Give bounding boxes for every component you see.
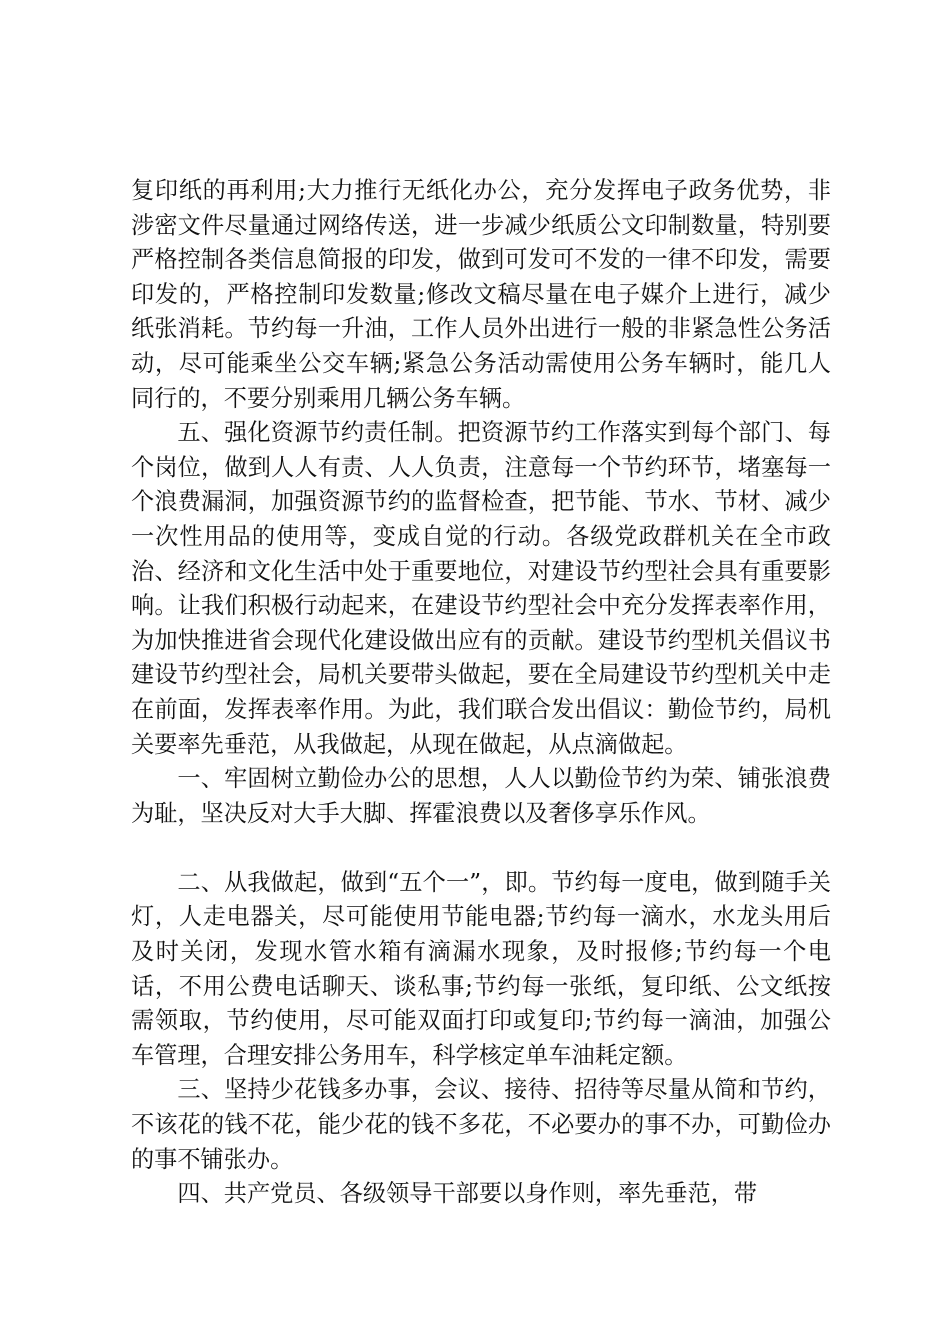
paragraph-6: 四、共产党员、各级领导干部要以身作则，率先垂范，带 xyxy=(177,1180,758,1208)
paragraph-3: 一、牢固树立勤俭办公的思想，人人以勤俭节约为荣、铺张浪费为耻，坚决反对大手大脚、挥霍浪费以及奢侈享乐作风。 xyxy=(131,765,831,827)
paragraph-5: 三、坚持少花钱多办事，会议、接待、招待等尽量从简和节约，不该花的钱不花，能少花的钱不多花，不必要办的事不办，可勤俭办的事不铺张办。 xyxy=(131,1076,831,1173)
document-page xyxy=(131,174,831,1212)
paragraph-2: 五、强化资源节约责任制。把资源节约工作落实到每个部门、每个岗位，做到人人有责、人人负责，注意每一个节约环节，堵塞每一个浪费漏洞，加强资源节约的监督检查，把节能、节水、节材、减少一次性用品的使用等，变成自觉的行动。各级党政群机关在全市政治、经济和文化生活中处于重要地位，对建设节约型社会具有重要影响。让我们积极行动起来，在建设节约型社会中充分发挥表率作用，为加快推进省会现代化建设做出应有的贡献。建设节约型机关倡议书建设节约型社会，局机关要带头做起，要在全局建设节约型机关中走在前面，发挥表率作用。为此，我们联合发出倡议：勤俭节约，局机关要率先垂范，从我做起，从现在做起，从点滴做起。 xyxy=(131,419,831,758)
paragraph-4: 二、从我做起，做到“五个一”，即。节约每一度电，做到随手关灯，人走电器关，尽可能使用节能电器;节约每一滴水，水龙头用后及时关闭，发现水管水箱有滴漏水现象，及时报修;节约每一个电话，不用公费电话聊天、谈私事;节约每一张纸，复印纸、公文纸按需领取，节约使用，尽可能双面打印或复印;节约每一滴油，加强公车管理，合理安排公务用车，科学核定单车油耗定额。 xyxy=(131,868,831,1069)
paragraph-1: 复印纸的再利用;大力推行无纸化办公，充分发挥电子政务优势，非涉密文件尽量通过网络传送，进一步减少纸质公文印制数量，特别要严格控制各类信息简报的印发，做到可发可不发的一律不印发，需要印发的，严格控制印发数量;修改文稿尽量在电子媒介上进行，减少纸张消耗。节约每一升油，工作人员外出进行一般的非紧急性公务活动，尽可能乘坐公交车辆;紧急公务活动需使用公务车辆时，能几人同行的，不要分别乘用几辆公务车辆。 xyxy=(131,177,831,412)
paragraph-gap xyxy=(131,831,831,866)
